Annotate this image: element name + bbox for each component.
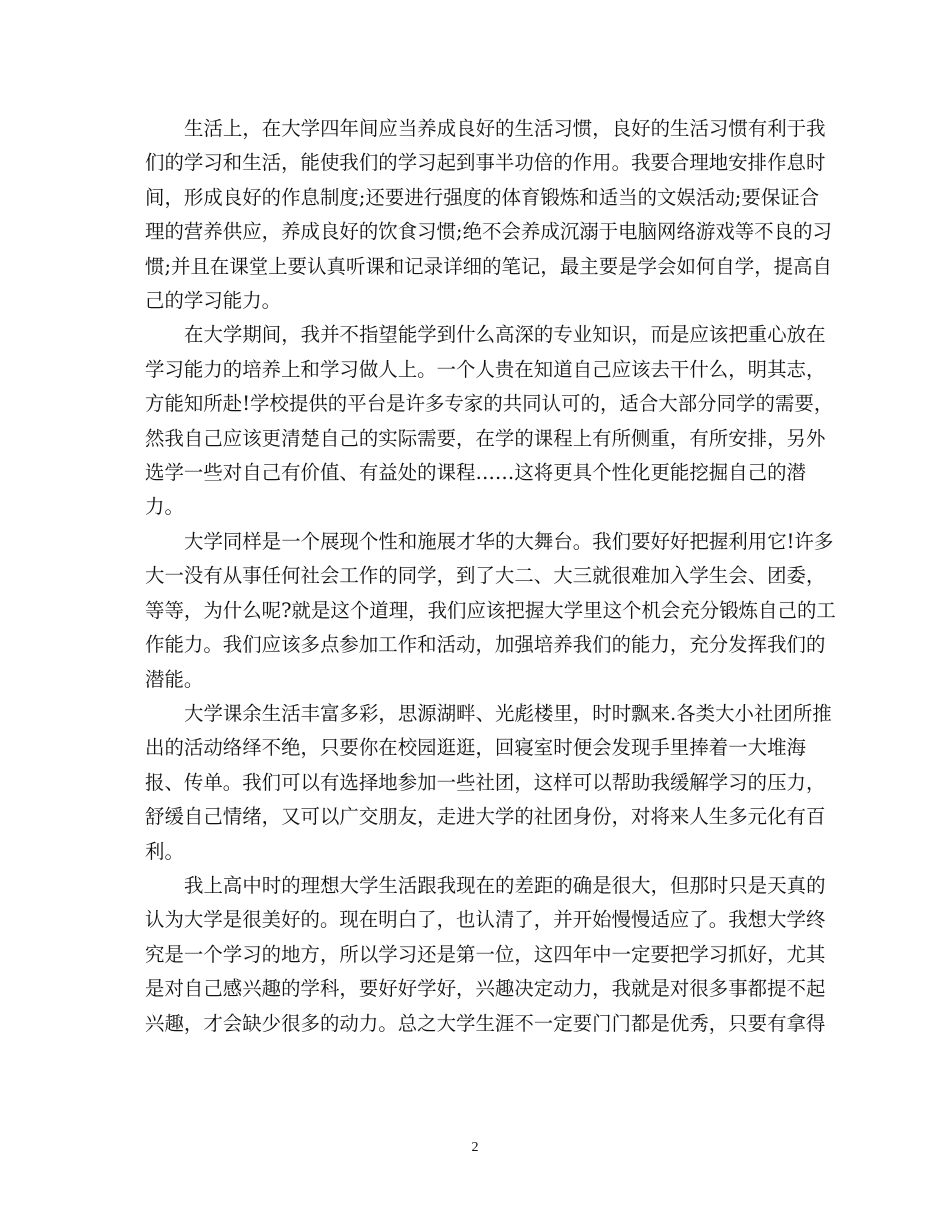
text-line: 作能力。我们应该多点参加工作和活动，加强培养我们的能力，充分发挥我们的: [145, 633, 826, 657]
text-line: 是对自己感兴趣的学科，要好好学好，兴趣决定动力，我就是对很多事都提不起: [145, 977, 826, 1001]
text-line: 舒缓自己情绪，又可以广交朋友，走进大学的社团身份，对将来人生多元化有百: [145, 805, 826, 829]
text-line: 潜能。: [145, 667, 204, 691]
text-line: 力。: [145, 495, 184, 519]
text-line: 出的活动络绎不绝，只要你在校园逛逛，回寝室时便会发现手里捧着一大堆海: [145, 736, 806, 760]
text-line: 兴趣，才会缺少很多的动力。总之大学生涯不一定要门门都是优秀，只要有拿得: [145, 1011, 826, 1035]
text-line: 们的学习和生活，能使我们的学习起到事半功倍的作用。我要合理地安排作息时: [145, 151, 826, 175]
text-line: 究是一个学习的地方，所以学习还是第一位，这四年中一定要把学习抓好，尤其: [145, 942, 826, 966]
text-line: 报、传单。我们可以有选择地参加一些社团，这样可以帮助我缓解学习的压力，: [145, 770, 826, 794]
paragraph-3: [145, 525, 836, 697]
text-line: 惯;并且在课堂上要认真听课和记录详细的笔记，最主要是学会如何自学，提高自: [145, 254, 833, 278]
text-line: 我上高中时的理想大学生活跟我现在的差距的确是很大，但那时只是天真的: [184, 873, 826, 897]
paragraph-2: [145, 318, 834, 524]
text-line: 然我自己应该更清楚自己的实际需要，在学的课程上有所侧重，有所安排，另外: [145, 426, 826, 450]
text-line: 在大学期间，我并不指望能学到什么高深的专业知识，而是应该把重心放在: [184, 323, 826, 347]
page-number: 2: [471, 1140, 479, 1155]
paragraph-4: [145, 697, 832, 869]
text-line: 学习能力的培养上和学习做人上。一个人贵在知道自己应该去干什么，明其志，: [145, 357, 826, 381]
paragraph-1: [145, 112, 833, 318]
text-line: 大学课余生活丰富多彩，思源湖畔、光彪楼里，时时飘来.各类大小社团所推: [184, 701, 832, 725]
text-line: 大学同样是一个展现个性和施展才华的大舞台。我们要好好把握利用它!许多: [184, 529, 834, 553]
paragraph-5: [145, 869, 826, 1041]
text-line: 等等，为什么呢?就是这个道理，我们应该把握大学里这个机会充分锻炼自己的工: [145, 598, 836, 622]
document-body: [145, 112, 836, 1041]
text-line: 选学一些对自己有价值、有益处的课程……这将更具个性化更能挖掘自己的潜: [145, 461, 806, 485]
text-line: 生活上，在大学四年间应当养成良好的生活习惯，良好的生活习惯有利于我: [184, 117, 826, 140]
text-line: 方能知所赴!学校提供的平台是许多专家的共同认可的，适合大部分同学的需要，: [145, 392, 834, 416]
text-line: 己的学习能力。: [145, 289, 282, 313]
text-line: 认为大学是很美好的。现在明白了，也认清了，并开始慢慢适应了。我想大学终: [145, 908, 826, 932]
text-line: 利。: [145, 839, 184, 863]
text-line: 大一没有从事任何社会工作的同学，到了大二、大三就很难加入学生会、团委，: [145, 564, 826, 588]
text-line: 间，形成良好的作息制度;还要进行强度的体育锻炼和适当的文娱活动;要保证合: [145, 185, 820, 209]
text-line: 理的营养供应，养成良好的饮食习惯;绝不会养成沉溺于电脑网络游戏等不良的习: [145, 220, 833, 244]
